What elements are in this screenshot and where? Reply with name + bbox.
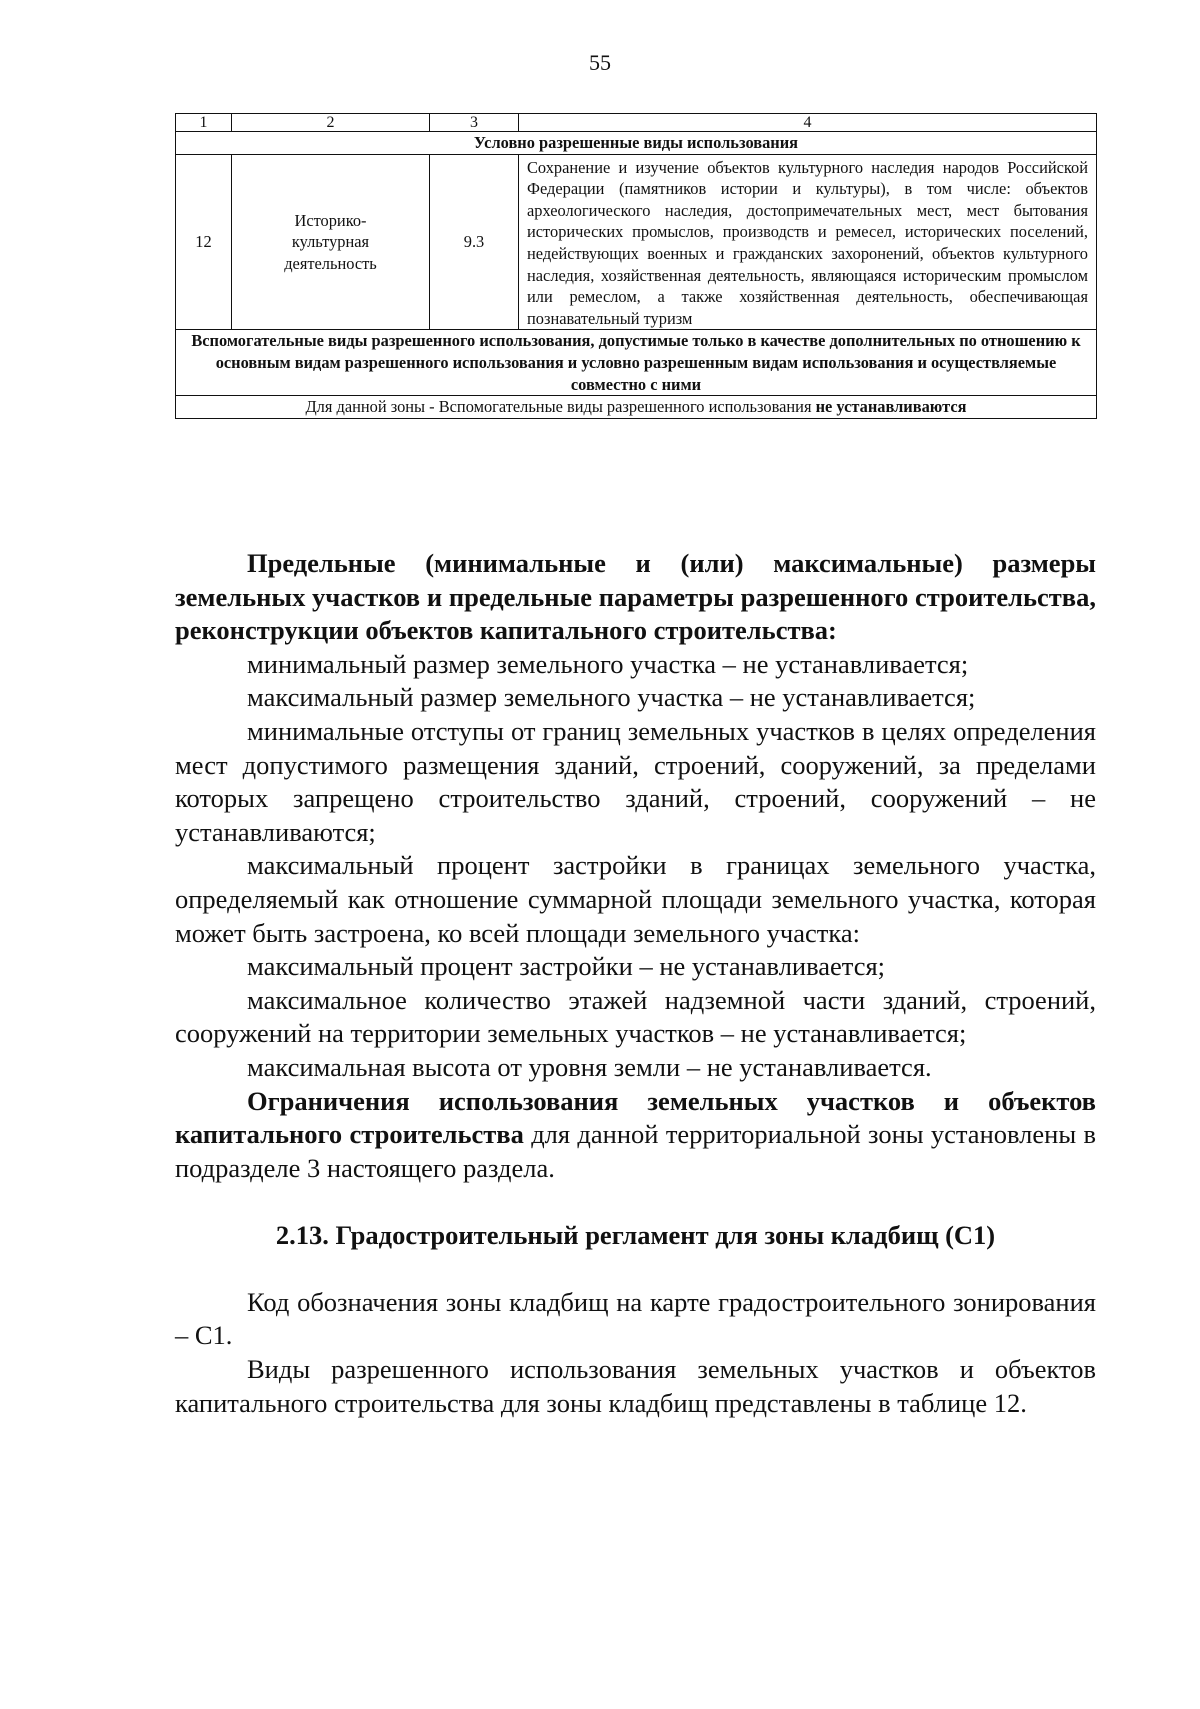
- note-bold-status: не устанавливаются: [815, 397, 967, 417]
- auxiliary-uses-heading: Вспомогательные виды разрешенного использования, допустимые только в качестве дополнительных по отношению к основным видам разрешенного использования и условно разрешенным видам использования и осуществляемые совместно с ними: [176, 330, 1097, 396]
- document-body: [175, 547, 1096, 1420]
- page-number: 55: [589, 50, 611, 75]
- section-title: 2.13. Градостроительный регламент для зоны кладбищ (С1): [275, 1220, 996, 1251]
- conditional-uses-heading: Условно разрешенные виды использования: [176, 132, 1097, 155]
- use-type-name: [232, 154, 430, 330]
- paragraph-min-size: минимальный размер земельного участка – не устанавливается;: [247, 648, 969, 679]
- paragraph-height: максимальная высота от уровня земли – не устанавливается.: [247, 1051, 932, 1082]
- conditional-uses-section-row: [176, 132, 1097, 155]
- table-row: [176, 154, 1097, 330]
- paragraph-max-size: максимальный размер земельного участка – не устанавливается;: [247, 682, 976, 713]
- auxiliary-uses-note: [176, 396, 1097, 419]
- use-type-name-line: Историко-: [294, 210, 367, 230]
- note-prefix: Для данной зоны - Вспомогательные виды разрешенного использования: [305, 397, 812, 417]
- paragraph-zone-code: Код обозначения зоны кладбищ на карте градостроительного зонирования – С1.: [175, 1286, 1096, 1351]
- use-type-name-line: культурная: [291, 232, 370, 252]
- column-number-4: 4: [519, 114, 1097, 132]
- column-number-3: 3: [430, 114, 519, 132]
- restrictions-rest: для данной территориальной зоны установлены в подразделе 3 настоящего раздела.: [175, 1119, 1096, 1183]
- paragraph-max-percent: максимальный процент застройки в границах земельного участка, определяемый как отношение суммарной площади земельного участка, которая может быть застроена, ко всей площади земельного участка:: [175, 850, 1096, 948]
- auxiliary-uses-note-row: [176, 396, 1097, 419]
- auxiliary-uses-section-row: [176, 330, 1097, 396]
- paragraph-use-types: Виды разрешенного использования земельных участков и объектов капитального строительства для зоны кладбищ представлены в таблице 12.: [175, 1354, 1096, 1418]
- use-type-description: Сохранение и изучение объектов культурного наследия народов Российской Федерации (памятников истории и культуры), в том числе: объектов археологического наследия, достопримечательных мест, мест бытования исторических промыслов, производств и ремесел, исторических поселений, недействующих военных и гражданских захоронений, объектов культурного наследия, хозяйственная деятельность, являющаяся историческим промыслом или ремеслом, а также хозяйственная деятельность, обеспечивающая познавательный туризм: [519, 154, 1097, 330]
- column-number-row: [176, 114, 1097, 132]
- column-number-2: 2: [232, 114, 430, 132]
- column-number-1: 1: [176, 114, 232, 132]
- permitted-use-table: [175, 113, 1097, 419]
- use-type-code: 9.3: [430, 154, 519, 330]
- paragraph-max-percent-value: максимальный процент застройки – не устанавливается;: [247, 951, 886, 982]
- use-type-name-line: деятельность: [284, 253, 377, 273]
- row-number: 12: [176, 154, 232, 330]
- paragraph-setbacks: минимальные отступы от границ земельных участков в целях определения мест допустимого размещения зданий, строений, сооружений, за пределами которых запрещено строительство зданий, строений, сооружений – не устанавливаются;: [175, 715, 1096, 847]
- limits-heading: Предельные (минимальные и (или) максимальные) размеры земельных участков и предельные параметры разрешенного строительства, реконструкции объектов капитального строительства:: [175, 548, 1096, 646]
- restrictions-bold: Ограничения использования земельных участков и объектов капитального строительства: [175, 1085, 1096, 1150]
- paragraph-floors: максимальное количество этажей надземной части зданий, строений, сооружений на территории земельных участков – не устанавливается;: [175, 984, 1096, 1049]
- paragraph-restrictions: [175, 1085, 1096, 1186]
